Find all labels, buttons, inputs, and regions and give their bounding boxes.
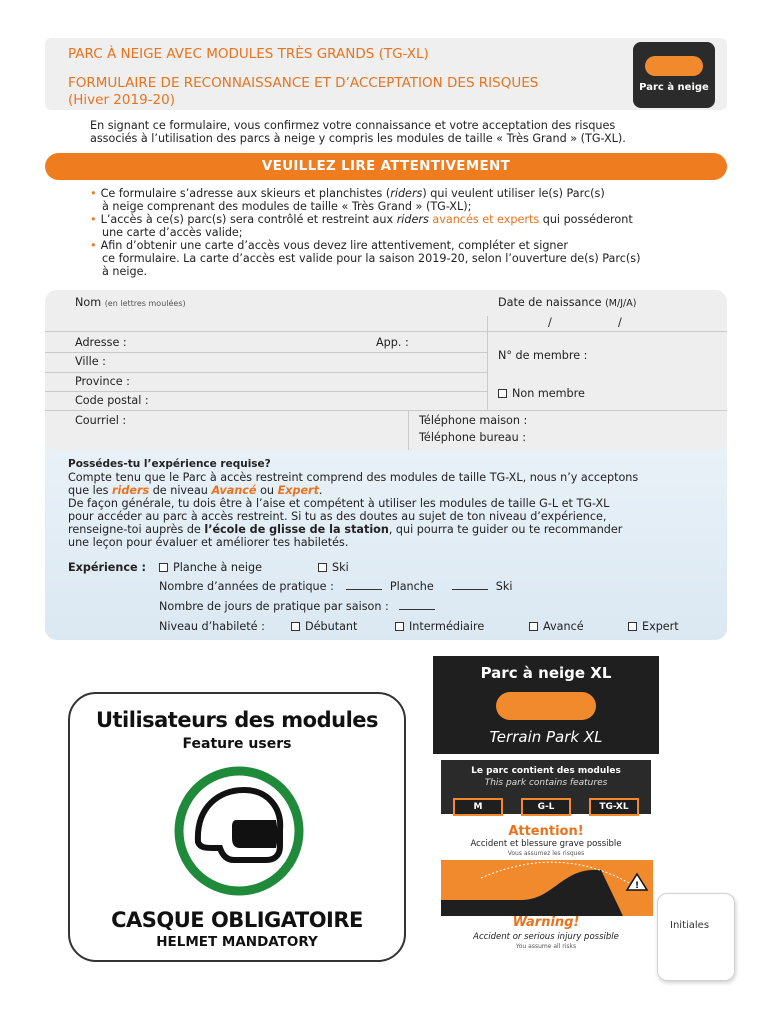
niveau-label: Niveau d’habileté : <box>159 620 265 633</box>
experience-p5 <box>68 523 622 536</box>
text: que les <box>68 484 113 497</box>
ski-label: Ski <box>332 561 349 574</box>
riders-word: riders <box>112 484 150 497</box>
intro-line-1: En signant ce formulaire, vous confirmez votre connaissance et votre acceptation des risques <box>90 119 616 132</box>
features-fr: Le parc contient des modules <box>471 766 621 776</box>
poster-title: Parc à neige XL <box>480 664 612 682</box>
bullet-3-line-2: ce formulaire. La carte d’accès est valide pour la saison 2019-20, selon l’ouverture de(s) Parc(s) <box>102 252 641 265</box>
attention-text: Accident et blessure grave possible <box>470 839 622 849</box>
annees-label: Nombre d’années de pratique : <box>159 580 334 593</box>
dob-label: Date de naissance <box>498 296 602 309</box>
initiales-box[interactable] <box>657 893 735 981</box>
bullet-dot-icon: • <box>90 213 97 226</box>
feature-tags <box>453 798 639 818</box>
bullet-text: Afin d’obtenir une carte d’accès vous devez lire attentivement, compléter et signer <box>100 239 569 252</box>
adresse-field[interactable]: Adresse : <box>75 336 127 349</box>
non-membre-checkbox[interactable] <box>498 387 585 400</box>
terrain-park-xl-poster <box>433 656 659 952</box>
bullet-text: Ce formulaire s’adresse aux skieurs et planchistes ( <box>100 187 391 200</box>
riders-word: riders <box>390 187 423 200</box>
annees-ski-input[interactable] <box>452 589 488 590</box>
warning-small: You assume all risks <box>515 943 577 950</box>
experience-p3: De façon générale, tu dois être à l’aise et compétent à utiliser les modules de taille G-L et TG-XL <box>68 497 610 510</box>
annees-planche-label: Planche <box>389 580 434 593</box>
sign-title: Utilisateurs des modules <box>95 708 379 732</box>
text: ou <box>256 484 278 497</box>
parc-logo <box>633 42 715 108</box>
debutant-checkbox[interactable] <box>291 620 357 633</box>
sign-mandatory-en: HELMET MANDATORY <box>156 934 318 950</box>
form-season: (Hiver 2019-20) <box>68 92 175 108</box>
tel-bureau-field[interactable]: Téléphone bureau : <box>419 431 527 444</box>
expert-label: Expert <box>642 620 679 633</box>
bullet-dot-icon: • <box>90 239 97 252</box>
jours-label: Nombre de jours de pratique par saison : <box>159 600 389 613</box>
expert-word: Expert <box>277 484 319 497</box>
code-postal-field[interactable]: Code postal : <box>75 394 149 407</box>
poster-pill-icon <box>496 692 596 720</box>
province-field[interactable]: Province : <box>75 375 130 388</box>
bullet-text: qui posséderont <box>539 213 633 226</box>
bullet-1 <box>90 187 605 200</box>
non-membre-label: Non membre <box>512 387 585 400</box>
bullet-3 <box>90 239 568 252</box>
bullet-2 <box>90 213 633 226</box>
bullet-dot-icon: • <box>90 187 97 200</box>
nom-field[interactable] <box>75 296 186 309</box>
membre-field[interactable]: N° de membre : <box>498 349 588 362</box>
checkbox-icon <box>318 563 327 572</box>
intro-line-2: associés à l’utilisation des parcs à neige y compris les modules de taille « Très Grand » (TG-XL). <box>90 132 626 145</box>
annees-ski-label: Ski <box>495 580 513 593</box>
courriel-field[interactable]: Courriel : <box>75 414 127 427</box>
text: . <box>318 484 323 497</box>
school-name: l’école de glisse de la station <box>204 523 389 536</box>
bullet-1-line-2: à neige comprenant des modules de taille « Très Grand » (TG-XL); <box>102 200 472 213</box>
nom-hint: (en lettres moulées) <box>104 299 186 308</box>
read-carefully-banner: VEUILLEZ LIRE ATTENTIVEMENT <box>45 153 727 180</box>
planche-label: Planche à neige <box>173 561 262 574</box>
sign-subtitle: Feature users <box>182 736 292 752</box>
divider <box>487 331 488 411</box>
poster-subtitle: Terrain Park XL <box>489 728 603 746</box>
avance-word: Avancé <box>211 484 257 497</box>
svg-text:!: ! <box>634 881 640 891</box>
checkbox-icon <box>628 622 637 631</box>
attention-small: Vous assumez les risques <box>507 850 585 857</box>
ville-field[interactable]: Ville : <box>75 355 106 368</box>
expert-checkbox[interactable] <box>628 620 679 633</box>
divider <box>45 391 487 392</box>
initiales-label: Initiales <box>670 920 710 931</box>
jump-illustration <box>441 860 653 916</box>
form-subtitle: FORMULAIRE DE RECONNAISSANCE ET D’ACCEPTATION DES RISQUES <box>68 75 539 91</box>
checkbox-icon <box>291 622 300 631</box>
dob-field[interactable] <box>498 296 636 309</box>
attention-title: Attention! <box>508 824 584 839</box>
divider <box>45 352 487 353</box>
experience-p2 <box>68 484 322 497</box>
checkbox-icon <box>395 622 404 631</box>
avance-label: Avancé <box>543 620 584 633</box>
tag-tgxl: TG-XL <box>589 798 639 816</box>
divider <box>487 316 488 332</box>
bullet-text: ) qui veulent utiliser le(s) Parc(s) <box>422 187 605 200</box>
nom-label: Nom <box>75 296 102 309</box>
experience-question: Possédes-tu l’expérience requise? <box>68 458 271 470</box>
tag-gl: G-L <box>521 798 571 816</box>
sign-mandatory: CASQUE OBLIGATOIRE <box>111 908 363 932</box>
bullet-2-line-2: une carte d’accès valide; <box>102 226 243 239</box>
jours-row <box>159 600 439 613</box>
warning-text: Accident or serious injury possible <box>473 932 619 942</box>
experience-p6: une leçon pour évaluer et améliorer tes habiletés. <box>68 536 349 549</box>
ski-checkbox[interactable] <box>318 561 349 574</box>
tag-m: M <box>453 798 503 816</box>
planche-checkbox[interactable] <box>159 561 262 574</box>
dob-hint: (M/J/A) <box>605 298 637 309</box>
divider <box>45 331 727 332</box>
debutant-label: Débutant <box>305 620 358 633</box>
intermediaire-label: Intermédiaire <box>409 620 485 633</box>
intermediaire-checkbox[interactable] <box>395 620 484 633</box>
experience-label: Expérience : <box>68 561 146 574</box>
jours-input[interactable] <box>399 609 435 610</box>
bullet-text: L’accès à ce(s) parc(s) sera contrôlé et restreint aux <box>100 213 397 226</box>
tel-maison-field[interactable]: Téléphone maison : <box>419 414 528 427</box>
checkbox-icon <box>529 622 538 631</box>
divider <box>45 410 727 411</box>
identity-form <box>45 290 727 450</box>
experience-p1: Compte tenu que le Parc à accès restreint comprend des modules de taille TG-XL, nous n’y acceptons <box>68 471 639 484</box>
form-title: PARC À NEIGE AVEC MODULES TRÈS GRANDS (TG-XL) <box>68 46 429 62</box>
helmet-icon <box>174 764 304 898</box>
app-field[interactable]: App. : <box>376 336 409 349</box>
avance-checkbox[interactable] <box>529 620 584 633</box>
annees-row <box>159 580 512 593</box>
features-en: This park contains features <box>484 778 608 788</box>
logo-text: Parc à neige <box>639 82 709 93</box>
bullet-3-line-3: à neige. <box>102 265 148 278</box>
logo-pill-icon <box>645 56 703 76</box>
experience-p4: pour accéder au parc à accès restreint. Si tu as des doutes au sujet de ton niveau d’expérience, <box>68 510 607 523</box>
riders-word: riders <box>396 213 429 226</box>
annees-planche-input[interactable] <box>346 589 382 590</box>
helmet-mandatory-sign <box>68 692 406 962</box>
text: de niveau <box>149 484 212 497</box>
divider <box>408 410 409 450</box>
advanced-experts-text: avancés et experts <box>432 213 540 226</box>
text: , qui pourra te guider ou te recommander <box>388 523 623 536</box>
text: renseigne-toi auprès de <box>68 523 205 536</box>
divider <box>45 372 487 373</box>
dob-slash-2: / <box>618 316 622 329</box>
checkbox-icon <box>159 563 168 572</box>
dob-slash-1: / <box>548 316 552 329</box>
warning-title: Warning! <box>512 915 580 930</box>
checkbox-icon <box>498 389 507 398</box>
